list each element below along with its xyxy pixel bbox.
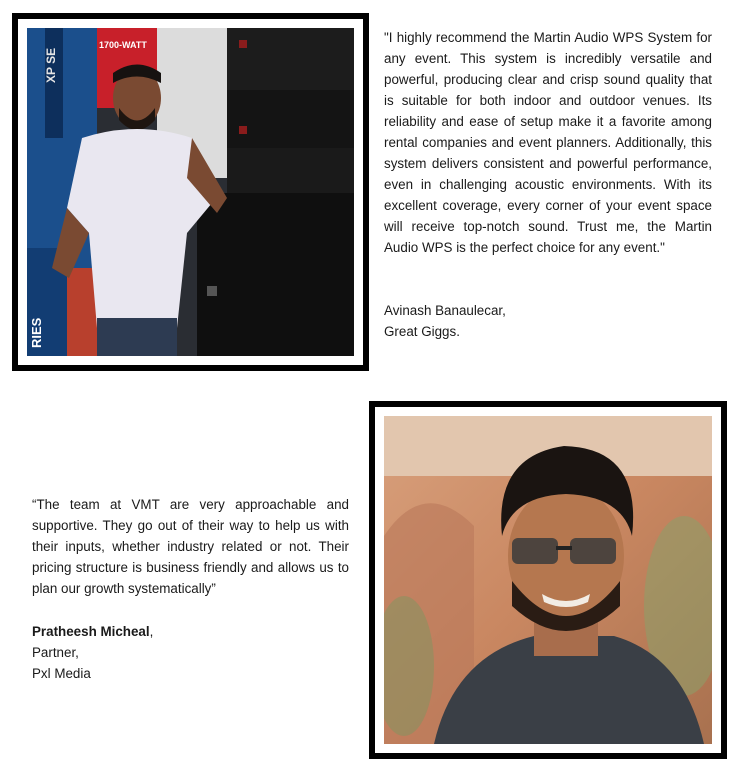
photo-banner-text-2: RIES (29, 317, 44, 348)
testimonial-1-photo-frame (12, 13, 369, 371)
testimonial-2-role: Partner, (32, 645, 79, 660)
person-with-glasses-photo (384, 416, 712, 744)
testimonial-1-signature (384, 300, 506, 342)
testimonial-2-name: Pratheesh Micheal (32, 624, 150, 639)
testimonial-2-photo-frame (369, 401, 727, 759)
person-with-speakers-photo (27, 28, 354, 356)
testimonial-2-quote: “The team at VMT are very approachable and supportive. They go out of their way to help us with their inputs, whether industry related or not. Their pricing structure is business friendly and allows us to plan our growth systematically” (32, 497, 349, 596)
testimonial-1-company: Great Giggs. (384, 324, 460, 339)
photo-banner-text-1: XP SE (44, 47, 58, 83)
testimonial-1-name: Avinash Banaulecar, (384, 303, 506, 318)
testimonial-2-signature (32, 621, 153, 684)
testimonial-1-quote: "I highly recommend the Martin Audio WPS System for any event. This system is incredibly versatile and powerful, producing clear and crisp sound quality that is suitable for both indoor and outdoor venues. Its reliability and ease of setup make it a favorite among rental companies and event planners. Additionally, this system delivers consistent and powerful performance, even in challenging acoustic environments. With its excellent coverage, every corner of your event space will receive top-notch sound. Trust me, the Martin Audio WPS is the perfect choice for any event." (384, 30, 712, 255)
testimonial-2-name-suffix: , (149, 624, 154, 639)
photo-banner-text-0: 1700-WATT (99, 40, 147, 50)
testimonial-2-name-line (32, 621, 153, 642)
testimonial-2-company: Pxl Media (32, 666, 91, 681)
